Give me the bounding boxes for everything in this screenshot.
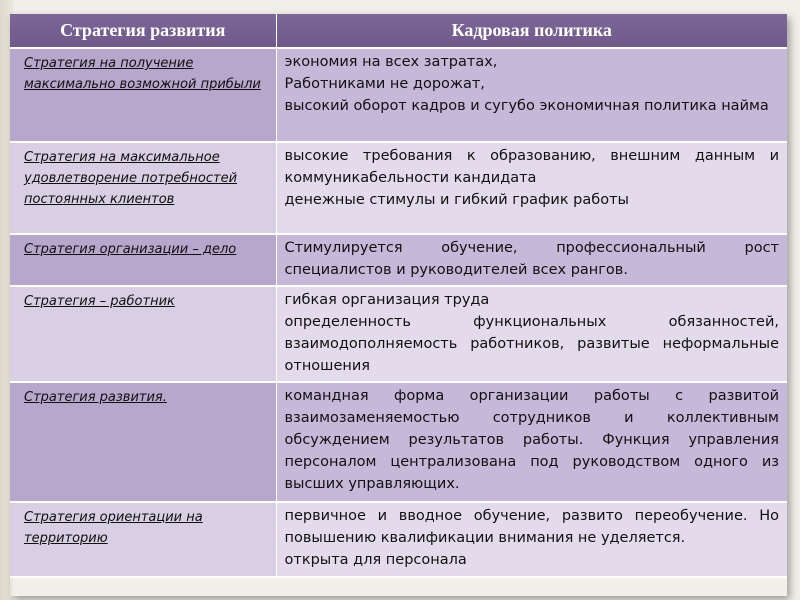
strategy-cell: Стратегия – работник <box>10 286 276 382</box>
policy-cell <box>276 142 787 234</box>
table-row <box>10 382 787 502</box>
policy-line: высокий оборот кадров и сугубо экономичная политика найма <box>284 98 769 114</box>
table-row <box>10 48 787 142</box>
policy-line: определенность функциональных обязанностей, взаимодополняемость работников, развитые неформальные отношения <box>284 314 779 374</box>
table-row <box>10 502 787 577</box>
strategy-cell: Стратегия на максимальное удовлетворение потребностей постоянных клиентов <box>10 142 276 234</box>
strategy-cell: Стратегия на получение максимально возможной прибыли <box>10 48 276 142</box>
policy-line: экономия на всех затратах, <box>284 54 498 70</box>
policy-line: первичное и вводное обучение, развито переобучение. Но повышению квалификации внимания не уделяется. <box>284 508 779 546</box>
table-row <box>10 234 787 286</box>
header-strategy: Стратегия развития <box>10 14 276 48</box>
strategy-cell: Стратегия организации – дело <box>10 234 276 286</box>
strategy-cell: Стратегия ориентации на территорию <box>10 502 276 577</box>
policy-cell <box>276 234 787 286</box>
policy-line: открыта для персонала <box>284 552 467 568</box>
policy-cell <box>276 286 787 382</box>
policy-cell <box>276 382 787 502</box>
table-row <box>10 286 787 382</box>
policy-line: денежные стимулы и гибкий график работы <box>284 192 629 208</box>
policy-cell <box>276 48 787 142</box>
strategy-cell: Стратегия развития. <box>10 382 276 502</box>
policy-cell <box>276 502 787 577</box>
table-row <box>10 142 787 234</box>
policy-line: командная форма организации работы с развитой взаимозаменяемостью сотрудников и коллективным обсуждением результатов работы. Функция управления персоналом централизована под руководством одного из высших управляющих. <box>284 388 779 492</box>
policy-line: Стимулируется обучение, профессиональный рост специалистов и руководителей всех рангов. <box>284 240 779 278</box>
strategy-policy-table <box>10 14 787 578</box>
table-header-row <box>10 14 787 48</box>
policy-line: высокие требования к образованию, внешним данным и коммуникабельности кандидата <box>284 148 779 186</box>
header-policy: Кадровая политика <box>276 14 787 48</box>
policy-line: гибкая организация труда <box>284 292 490 308</box>
policy-line: Работниками не дорожат, <box>284 76 485 92</box>
